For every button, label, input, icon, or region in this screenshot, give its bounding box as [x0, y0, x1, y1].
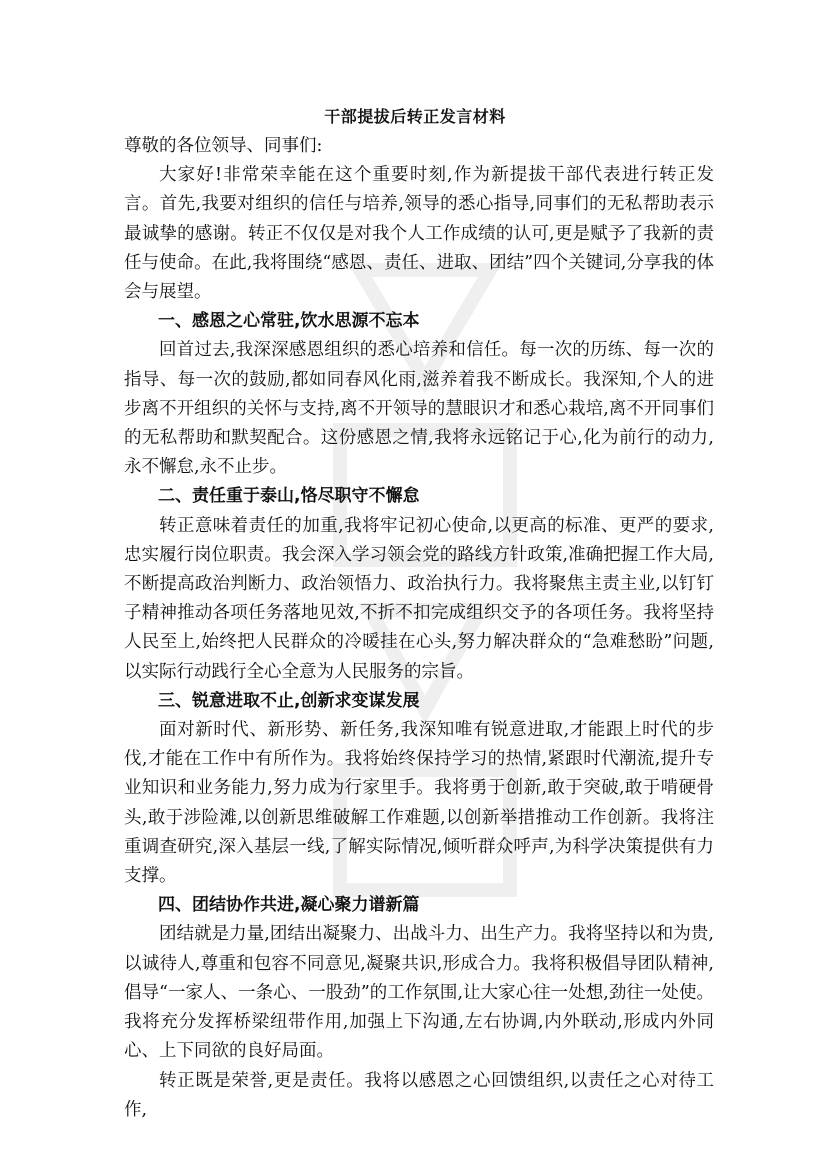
salutation: 尊敬的各位领导、同事们:: [124, 136, 323, 156]
section-heading: 四、团结协作共进,凝心聚力谱新篇: [158, 895, 420, 916]
section-paragraph: 面对新时代、新形势、新任务,我深知唯有锐意进取,才能跟上时代的步伐,才能在工作中有所作为。我将始终保持学习的热情,紧跟时代潮流,提升专业知识和业务能力,努力成为行家里手。我将勇于创新,敢于突破,敢于啃硬骨头,敢于涉险滩,以创新思维破解工作难题,以创新举措推动工作创新。我将注重调查研究,深入基层一线,了解实际情况,倾听群众呼声,为科学决策提供有力支撑。: [124, 720, 714, 887]
intro-paragraph: 大家好!非常荣幸能在这个重要时刻,作为新提拔干部代表进行转正发言。首先,我要对组织的信任与培养,领导的悉心指导,同事们的无私帮助表示最诚挚的感谢。转正不仅仅是对我个人工作成绩的认可,更是赋予了我新的责任与使命。在此,我将围绕“感恩、责任、进取、团结”四个关键词,分享我的体会与展望。: [124, 165, 714, 303]
document-title: 干部提拔后转正发言材料: [324, 107, 506, 126]
section-paragraph: 回首过去,我深深感恩组织的悉心培养和信任。每一次的历练、每一次的指导、每一次的鼓励,都如同春风化雨,滋养着我不断成长。我深知,个人的进步离不开组织的关怀与支持,离不开领导的慧眼识才和悉心栽培,离不开同事们的无私帮助和默契配合。这份感恩之情,我将永远铭记于心,化为前行的动力,永不懈怠,永不止步。: [124, 340, 714, 478]
section-heading: 一、感恩之心常驻,饮水思源不忘本: [158, 311, 420, 332]
section-paragraph: 团结就是力量,团结出凝聚力、出战斗力、出生产力。我将坚持以和为贵,以诚待人,尊重和包容不同意见,凝聚共识,形成合力。我将积极倡导团队精神,倡导“一家人、一条心、一股劲”的工作氛围,让大家心往一处想,劲往一处使。我将充分发挥桥梁纽带作用,加强上下沟通,左右协调,内外联动,形成内外同心、上下同欲的良好局面。: [124, 924, 714, 1062]
section-heading: 二、责任重于泰山,恪尽职守不懈怠: [158, 486, 420, 507]
section-paragraph: 转正意味着责任的加重,我将牢记初心使命,以更高的标准、更严的要求,忠实履行岗位职责。我会深入学习领会党的路线方针政策,准确把握工作大局,不断提高政治判断力、政治领悟力、政治执行力。我将聚焦主责主业,以钉钉子精神推动各项任务落地见效,不折不扣完成组织交予的各项任务。我将坚持人民至上,始终把人民群众的冷暖挂在心头,努力解决群众的“急难愁盼”问题,以实际行动践行全心全意为人民服务的宗旨。: [124, 515, 714, 682]
document-body: [124, 132, 714, 1125]
section-heading: 三、锐意进取不止,创新求变谋发展: [158, 690, 420, 711]
closing-paragraph: 转正既是荣誉,更是责任。我将以感恩之心回馈组织,以责任之心对待工作,: [124, 1070, 714, 1120]
